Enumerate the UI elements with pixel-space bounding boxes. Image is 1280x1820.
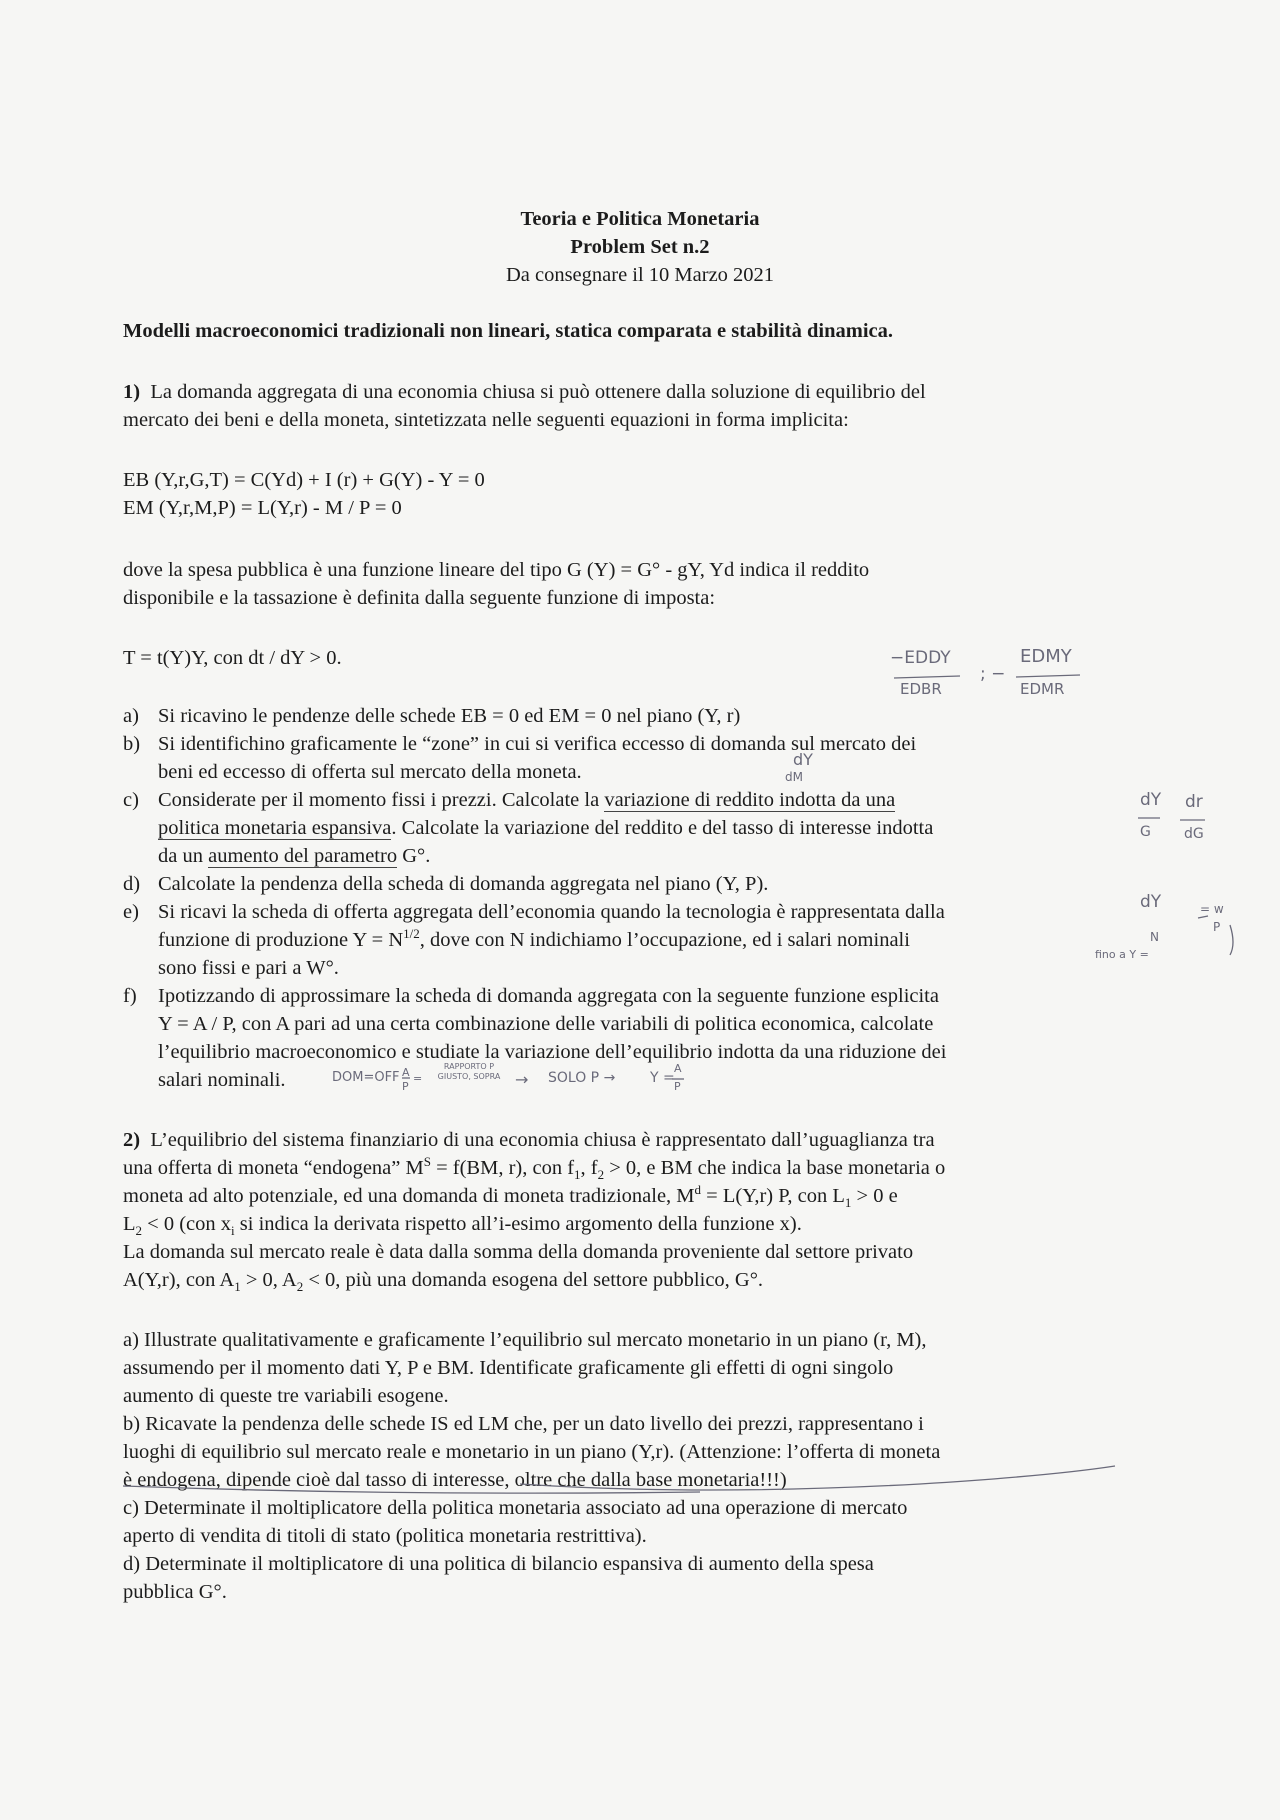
item-text: Si ricavi la scheda di offerta aggregata dell’economia quando la tecnologia è rappresentata dalla [158,901,945,923]
q1-item-b-cont: beni ed eccesso di offerta sul mercato della moneta. [158,761,582,783]
q2-text: moneta ad alto potenziale, ed una domanda di moneta tradizionale, M [123,1185,695,1207]
handwritten-e-w: = w [1200,902,1224,916]
handwritten-fraction-2-top: EDMY [1020,646,1072,667]
q1-item-f-cont1: Y = A / P, con A pari ad una certa combinazione delle variabili di politica economica, calcolate [158,1013,934,1035]
underlined-text: politica monetaria espansiva [158,817,392,839]
handwritten-e-n: N [1150,930,1159,944]
q1-item-f-cont2: l’equilibrio macroeconomico e studiate la variazione dell’equilibrio indotta da una riduzione dei [158,1041,947,1063]
handwritten-e-dy: dY [1140,892,1162,912]
q2-text: < 0, più una domanda esogena del settore pubblico, G°. [303,1269,764,1291]
handwritten-f-arrow: → [515,1070,529,1089]
q1-number: 1) [123,381,141,403]
handwritten-c-dg: dG [1184,826,1204,842]
item-text: G°. [397,845,431,867]
q1-item-e-cont2: sono fissi e pari a W°. [158,957,339,979]
pencil-arc-b [520,1466,1115,1490]
q2-text: = f(BM, r), con f [430,1157,575,1179]
underlined-text: aumento del parametro [208,845,398,867]
item-text: Si ricavino le pendenze delle schede EB = 0 ed EM = 0 nel piano (Y, r) [158,705,741,727]
q2-item-b-line2: luoghi di equilibrio sul mercato reale e monetario in un piano (Y,r). (Attenzione: l’offerta di moneta [123,1441,941,1463]
item-label: b) [123,733,141,755]
q2-text: A(Y,r), con A [123,1269,235,1291]
section-subtitle: Modelli macroeconomici tradizionali non lineari, statica comparata e stabilità dinamica. [123,320,893,342]
item-text: Si identifichino graficamente le “zone” in cui si verifica eccesso di domanda sul mercato dei [158,733,917,755]
superscript: d [694,1182,702,1198]
q2-number: 2) [123,1129,141,1151]
equation-eb: EB (Y,r,G,T) = C(Yd) + I (r) + G(Y) - Y = 0 [123,469,485,491]
subscript: 2 [597,1167,605,1183]
subscript: 2 [135,1223,143,1239]
handwritten-separator: ; − [980,664,1006,684]
course-title: Teoria e Politica Monetaria [520,208,760,230]
handwritten-f-a: A [674,1062,682,1075]
q2-item-b-line1: b) Ricavate la pendenza delle schede IS ed LM che, per un dato livello dei prezzi, rappresentano i [123,1413,924,1435]
item-text: , dove con N indichiamo l’occupazione, ed i salari nominali [419,929,910,951]
subscript: i [231,1223,235,1239]
q2-text: L’equilibrio del sistema finanziario di una economia chiusa è rappresentato dall’uguaglianza tra [150,1129,935,1151]
item-label: c) [123,789,139,811]
q2-item-a-line3: aumento di queste tre variabili esogene. [123,1385,449,1407]
item-text: da un [158,845,209,867]
subscript: 2 [296,1279,304,1295]
q2-item-a-line2: assumendo per il momento dati Y, P e BM. Identificate graficamente gli effetti di ogni singolo [123,1357,894,1379]
fraction-bar-e [1198,916,1208,918]
q2-text: > 0, A [240,1269,297,1291]
q1-intro-line2: mercato dei beni e della moneta, sintetizzata nelle seguenti equazioni in forma implicita: [123,409,849,431]
handwritten-e-p: P [1213,920,1221,934]
handwritten-c-dr: dr [1185,792,1203,812]
q2-item-c-line1: c) Determinate il moltiplicatore della politica monetaria associato ad una operazione di mercato [123,1497,908,1519]
q2-item-d-line1: d) Determinate il moltiplicatore di una politica di bilancio espansiva di aumento della spesa [123,1553,874,1575]
q1-dove-line2: disponibile e la tassazione è definita dalla seguente funzione di imposta: [123,587,716,609]
handwritten-f-p: P [674,1080,681,1093]
handwritten-f-words: RAPPORTO P GIUSTO, SOPRA [437,1062,501,1081]
subscript: 1 [844,1195,852,1211]
handwritten-e-note: fino a Y = [1095,948,1149,961]
handwritten-fraction-1-bottom: EDBR [900,680,942,698]
item-text: Calcolate la pendenza della scheda di domanda aggregata nel piano (Y, P). [158,873,769,895]
q1-dove-line1: dove la spesa pubblica è una funzione lineare del tipo G (Y) = G° - gY, Yd indica il reddito [123,559,870,581]
handwritten-f-y: Y = [650,1070,675,1086]
handwritten-c-g: G [1140,824,1151,840]
item-text: funzione di produzione Y = N [158,929,404,951]
item-label: d) [123,873,141,895]
handwritten-f-eq: = [413,1072,423,1085]
handwritten-text: w [1213,902,1224,916]
q2-text: , f [580,1157,598,1179]
fraction-bar-2 [1016,675,1080,677]
due-date: Da consegnare il 10 Marzo 2021 [505,264,775,286]
q1-intro-text: La domanda aggregata di una economia chiusa si può ottenere dalla soluzione di equilibrio del [150,381,926,403]
subscript: 1 [574,1167,581,1183]
handwritten-dy: dY [793,750,813,769]
brace-e [1230,925,1233,955]
item-text: . Calcolate la variazione del reddito e del tasso di interesse indotta [391,817,934,839]
exponent: 1/2 [403,926,420,942]
q2-text: > 0 e [851,1185,898,1207]
handwritten-fraction-1-top: −EDDY [890,648,951,668]
underlined-text: variazione di reddito indotta da una [604,789,896,811]
handwritten-fraction-2-bottom: EDMR [1020,680,1065,698]
handwritten-f-note: DOM=OFF [332,1070,400,1085]
q2-item-b-line3: è endogena, dipende cioè dal tasso di interesse, oltre che dalla base monetaria!!!) [123,1469,787,1491]
subscript: 1 [234,1279,241,1295]
superscript: S [423,1154,431,1170]
q2-text: > 0, e BM che indica la base monetaria o [604,1157,946,1179]
handwritten-text: EDDY [904,648,951,668]
q2-item-a-line1: a) Illustrate qualitativamente e graficamente l’equilibrio sul mercato monetario in un piano (r, M), [123,1329,927,1351]
q2-text: una offerta di moneta “endogena” M [123,1157,424,1179]
handwritten-f-frac-bottom: P [402,1080,409,1093]
problem-set-title: Problem Set n.2 [570,236,710,258]
item-label: a) [123,705,139,727]
q2-text: < 0 (con x [142,1213,232,1235]
pencil-underline-b [123,1486,700,1493]
handwritten-c-dy: dY [1140,790,1162,810]
q2-text: = L(Y,r) P, con L [701,1185,845,1207]
q2-text: L [123,1213,136,1235]
item-label: f) [123,985,137,1007]
item-text: Considerate per il momento fissi i prezzi. Calcolate la [158,789,605,811]
handwritten-f-frac-top: A [402,1066,410,1079]
q1-item-f-cont3: salari nominali. [158,1069,286,1091]
item-label: e) [123,901,139,923]
handwritten-f-solo: SOLO P → [548,1070,616,1086]
q2-item-d-line2: pubblica G°. [123,1581,227,1603]
q2-text: si indica la derivata rispetto all’i-esimo argomento della funzione x). [234,1213,802,1235]
item-text: Ipotizzando di approssimare la scheda di domanda aggregata con la seguente funzione esplicita [158,985,939,1007]
tax-function: T = t(Y)Y, con dt / dY > 0. [123,647,342,669]
handwritten-dm: dM [785,770,803,784]
fraction-bar-1 [894,676,960,678]
q2-line5: La domanda sul mercato reale è data dalla somma della domanda proveniente dal settore privato [123,1241,914,1263]
q2-item-c-line2: aperto di vendita di titoli di stato (politica monetaria restrittiva). [123,1525,647,1547]
equation-em: EM (Y,r,M,P) = L(Y,r) - M / P = 0 [123,497,402,519]
